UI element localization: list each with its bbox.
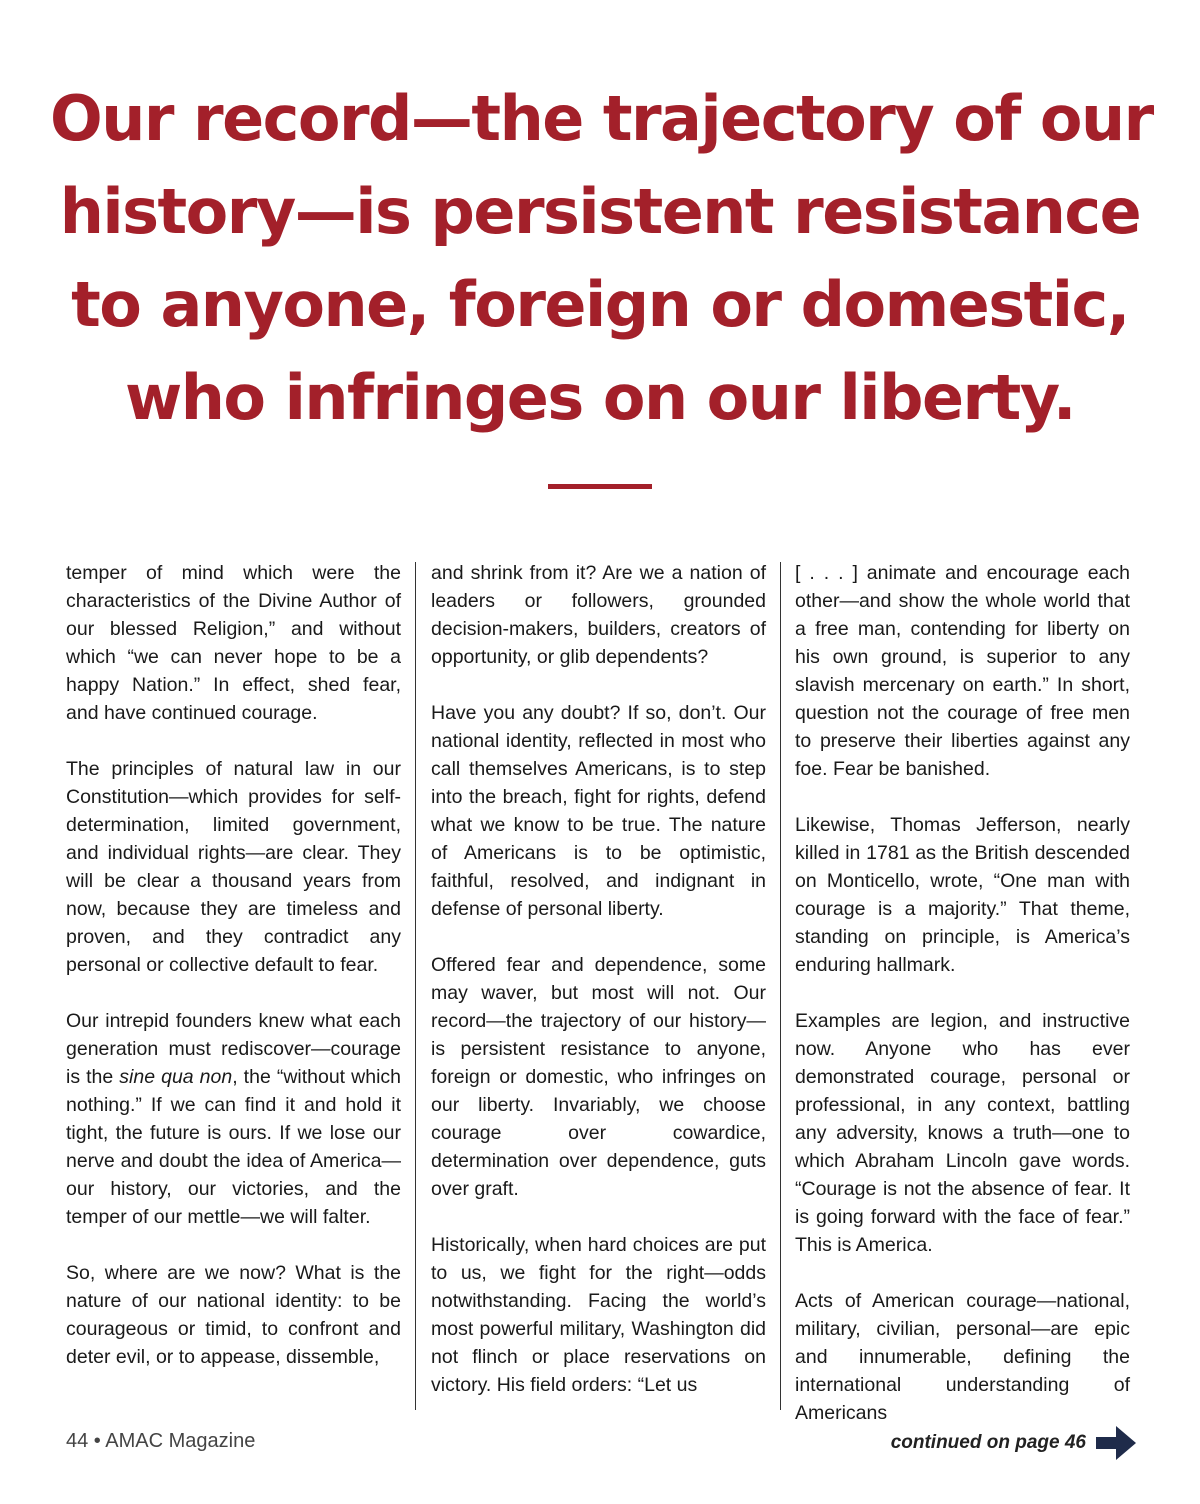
latin-phrase: sine qua non: [119, 1066, 233, 1088]
paragraph: [66, 1007, 401, 1231]
paragraph: So, where are we now? What is the nature of our national identity: to be courageous or timid, to confront and deter evil, or to appease, dissemble,: [66, 1262, 401, 1368]
paragraph: and shrink from it? Are we a nation of leaders or followers, grounded decision-makers, builders, creators of opportunity, or glib dependents?: [431, 562, 766, 668]
paragraph: Offered fear and dependence, some may waver, but most will not. Our record—the trajectory of our history—is persistent resistance to anyone, foreign or domestic, who infringes on our liberty. Invariably, we choose courage over cowardice, determination over dependence, guts over graft.: [431, 954, 766, 1200]
article-column-1: [66, 559, 401, 1371]
paragraph: Have you any doubt? If so, don’t. Our national identity, reflected in most who call themselves Americans, is to step into the breach, fight for rights, defend what we know to be true. The nature of Americans is to be optimistic, faithful, resolved, and indignant in defense of personal liberty.: [431, 702, 766, 920]
paragraph-text: Our intrepid founders knew what each generation must rediscover—courage is the: [66, 1010, 401, 1088]
paragraph: [ . . . ] animate and encourage each other—and show the whole world that a free man, contending for liberty on his own ground, is superior to any slavish mercenary on earth.” In short, question not the courage of free men to preserve their liberties against any foe. Fear be banished.: [795, 562, 1130, 780]
column-divider: [780, 562, 781, 1410]
paragraph: The principles of natural law in our Constitution—which provides for self-determination, limited government, and individual rights—are clear. They will be clear a thousand years from now, because they are timeless and proven, and they contradict any personal or collective default to fear.: [66, 758, 401, 976]
paragraph: Likewise, Thomas Jefferson, nearly killed in 1781 as the British descended on Monticello, wrote, “One man with courage is a majority.” That theme, standing on principle, is America’s enduring hallmark.: [795, 814, 1130, 976]
paragraph: Historically, when hard choices are put to us, we fight for the right—odds notwithstanding. Facing the world’s most powerful military, Washington did not flinch or place reservations on victory. His field orders: “Let us: [431, 1234, 766, 1396]
article-column-2: [431, 559, 766, 1399]
continued-text: continued on page 46: [890, 1432, 1086, 1453]
arrow-right-icon: [1096, 1426, 1136, 1460]
paragraph: temper of mind which were the characteristics of the Divine Author of our blessed Religion,” and without which “we can never hope to be a happy Nation.” In effect, shed fear, and have continued courage.: [66, 562, 401, 724]
pull-quote: [50, 72, 1153, 444]
pull-quote-divider: [548, 484, 652, 489]
paragraph: Acts of American courage—national, military, civilian, personal—are epic and innumerable, defining the international understanding of Americans: [795, 1290, 1130, 1424]
pull-quote-line: who infringes on our liberty.: [125, 361, 1075, 434]
article-column-3: [795, 559, 1130, 1427]
pull-quote-line: to anyone, foreign or domestic,: [71, 268, 1129, 341]
column-divider: [415, 562, 416, 1410]
continued-notice[interactable]: [891, 1424, 1136, 1462]
pull-quote-line: Our record—the trajectory of our: [50, 82, 1153, 155]
paragraph-text: , the “without which nothing.” If we can find it and hold it tight, the future is ours. If we lose our nerve and doubt the idea of America—our history, our victories, and the temper of our mettle—we will falter.: [66, 1066, 401, 1228]
paragraph: Examples are legion, and instructive now. Anyone who has ever demonstrated courage, personal or professional, in any context, battling any adversity, knows a truth—one to which Abraham Lincoln gave words. “Courage is not the absence of fear. It is going forward with the face of fear.” This is America.: [795, 1010, 1130, 1256]
pull-quote-line: history—is persistent resistance: [59, 175, 1141, 248]
page-number-label: 44 • AMAC Magazine: [66, 1430, 256, 1452]
